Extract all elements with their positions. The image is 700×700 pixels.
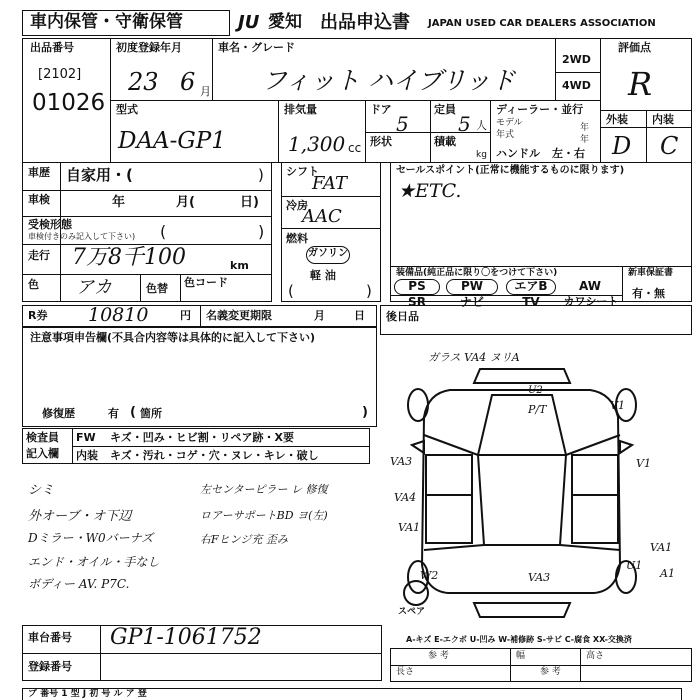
remark-1: シミ	[28, 483, 55, 498]
pref-label: 愛知	[268, 12, 302, 32]
selling-points-value: ★ETC.	[398, 180, 462, 202]
mileage-unit: km	[230, 259, 249, 272]
car-name-label: 車名・グレード	[218, 41, 295, 54]
warranty-label: 新車保証書	[628, 268, 674, 278]
inspector-fw-items: キズ・凹み・ヒビ割・リペア跡・X要	[110, 431, 295, 444]
recycle-label: R券	[28, 309, 48, 322]
repair-place: 箇所	[140, 407, 162, 420]
model-year-unit: 年	[580, 123, 590, 133]
diag-label-va4: VA4	[394, 491, 417, 504]
diag-label-u1: U1	[626, 559, 643, 572]
inspector-label-2: 記入欄	[26, 447, 59, 460]
rating-label: 評価点	[618, 41, 651, 54]
dealer-label: ディーラー・並行	[496, 103, 584, 116]
diag-label-v1b: V1	[636, 457, 651, 470]
handle-label: ハンドル	[496, 147, 540, 160]
lot-bracket-number: [2102]	[38, 67, 82, 82]
equip-airbag: エアB	[506, 279, 556, 295]
repair-value: 有	[108, 407, 119, 420]
remark-5: ボディー AV. P7C.	[28, 577, 130, 591]
repair-paren-open: (	[130, 405, 136, 420]
exterior-label: 外装	[606, 113, 628, 126]
post-sale-box	[380, 305, 692, 335]
diag-label-c2: P/T	[528, 403, 547, 416]
form-title: 出品申込書	[320, 12, 410, 33]
acceptance-label: 受検形態	[28, 218, 72, 231]
mileage-label: 走行	[28, 249, 50, 262]
model-year-label: モデル	[496, 118, 523, 128]
notes-header: 注意事項申告欄(不具合内容等は具体的に記入して下さい)	[30, 331, 316, 344]
equip-navi: ナビ	[459, 295, 484, 309]
lot-label: 出品番号	[30, 41, 74, 54]
drive-2wd: 2WD	[562, 53, 591, 66]
name-change-label: 名義変更期限	[206, 309, 272, 322]
lot-number: 01026	[32, 90, 106, 116]
damage-legend: A-キズ E-エクボ U-凹み W-補修跡 S-サビ C-腐食 XX-交換済	[406, 635, 632, 644]
displacement-label: 排気量	[284, 103, 317, 116]
aircon-value: AAC	[302, 206, 342, 227]
diag-label-a1: A1	[660, 567, 675, 580]
year-unit: 年	[580, 135, 590, 145]
remark-right-1: 左センターピラー レ 修復	[200, 483, 328, 496]
storage-label: 車内保管・守衛保管	[30, 12, 183, 32]
chassis-number: GP1-1061752	[110, 625, 262, 650]
interior-grade: C	[660, 132, 679, 160]
car-name-value: フィット ハイブリッド	[262, 66, 516, 95]
color-code-label: 色コード	[184, 276, 228, 289]
fuel-paren-open: (	[288, 282, 294, 300]
fuel-diesel: 軽 油	[310, 269, 336, 282]
displacement-unit: cc	[348, 141, 362, 155]
diag-label-v1a: V1	[610, 399, 625, 412]
displacement-value: 1,300	[288, 132, 346, 156]
usage-label: 車歴	[28, 166, 50, 179]
inspector-label-1: 検査員	[26, 431, 59, 444]
fuel-gasoline-circled: ガソリン	[306, 246, 350, 264]
registration-month: 6	[180, 68, 196, 96]
color-value: アカ	[76, 277, 112, 298]
dim-head-2: 参 考	[540, 667, 561, 677]
registration-year: 23	[128, 68, 159, 96]
equip-leather-seat: カワシート	[563, 295, 619, 308]
interior-label: 内装	[652, 113, 674, 126]
capacity-label: 定員	[434, 103, 456, 116]
warranty-value: 有・無	[632, 287, 665, 300]
diag-label-top: ガラス VA4 ヌリA	[428, 351, 520, 364]
equip-ps: PS	[394, 279, 440, 295]
remark-right-3: 右Fヒンジ充 歪み	[200, 533, 288, 546]
shift-label: シフト	[286, 165, 319, 178]
color-change-label: 色替	[146, 282, 168, 295]
registration-label: 初度登録年月	[116, 41, 182, 54]
inspection-label: 車検	[28, 193, 50, 206]
recycle-value: 10810	[88, 304, 149, 326]
diag-label-va1: VA1	[398, 521, 421, 534]
usage-value: 自家用・(	[66, 166, 133, 184]
post-sale-label: 後日品	[386, 310, 419, 323]
fuel-paren-close: )	[366, 282, 372, 300]
dim-length: 長さ	[396, 667, 415, 677]
dim-head-1: 参 考	[428, 651, 449, 661]
usage-close: )	[258, 166, 264, 184]
handle-options: 左・右	[552, 147, 585, 160]
diag-label-va1b: VA1	[650, 541, 673, 554]
org-name-en: JAPAN USED CAR DEALERS ASSOCIATION	[428, 18, 656, 29]
doors-label: ドア	[370, 103, 392, 116]
model-label: 型式	[116, 103, 138, 116]
acceptance-paren-close: )	[258, 222, 265, 241]
registration-month-unit: 月	[200, 85, 211, 98]
weight-unit: kg	[476, 150, 487, 160]
equip-sr: SR	[408, 295, 426, 309]
acceptance-note: 車検付きのみ記入して下さい)	[28, 232, 136, 241]
model-value: DAA-GP1	[118, 128, 226, 154]
year-label: 年式	[496, 130, 515, 140]
rating-value: R	[628, 65, 653, 103]
name-change-month: 月	[314, 309, 325, 322]
inspector-interior: 内装	[76, 449, 98, 462]
inspector-fw: FW	[76, 431, 96, 444]
equip-pw: PW	[446, 279, 498, 295]
equipment-label: 装備品(純正品に限り〇をつけて下さい)	[396, 268, 558, 278]
aircon-label: 冷房	[286, 199, 308, 212]
diag-label-c1: U2	[528, 385, 543, 396]
name-change-day: 日	[354, 309, 365, 322]
repair-paren-close: )	[362, 405, 368, 420]
ju-logo: JU	[238, 12, 260, 33]
remark-right-2: ロアーサポートBD ヨ(左)	[200, 509, 328, 522]
equip-tv: TV	[522, 295, 540, 309]
exterior-grade: D	[612, 132, 632, 160]
repair-label: 修復歴	[42, 407, 75, 420]
diag-label-spare: スペア	[398, 607, 426, 617]
dim-width: 幅	[516, 651, 526, 661]
equip-aw: AW	[579, 279, 601, 293]
remark-3: Dミラー・W0バーナズ	[28, 531, 154, 545]
chassis-label: 車台番号	[28, 631, 72, 644]
color-label: 色	[28, 278, 39, 291]
capacity-value: 5	[458, 112, 471, 136]
inspector-interior-items: キズ・汚れ・コゲ・穴・ヌレ・キレ・破し	[110, 449, 319, 462]
diag-label-w2: W2	[420, 569, 439, 582]
inspection-month: 月(	[176, 195, 195, 210]
inspection-day: 日)	[240, 195, 259, 210]
capacity-unit: 人	[476, 119, 487, 132]
remark-2: 外オーブ・オ下辺	[28, 509, 132, 524]
mileage-value: 7万8千100	[72, 245, 186, 270]
shift-value: FAT	[312, 173, 347, 194]
diag-label-va3: VA3	[390, 455, 413, 468]
selling-points-label: セールスポイント(正常に機能するものに限ります)	[396, 165, 625, 176]
dim-height: 高さ	[586, 651, 605, 661]
recycle-unit: 円	[180, 309, 191, 322]
bottom-strip-text: プ 番号 1 型 J 初 号 ル ア 登	[28, 689, 147, 699]
shape-label: 形状	[370, 135, 392, 148]
fuel-label: 燃料	[286, 232, 308, 245]
doors-value: 5	[396, 112, 409, 136]
acceptance-paren-open: (	[160, 222, 167, 241]
drive-4wd: 4WD	[562, 79, 591, 92]
reg-number-label: 登録番号	[28, 660, 72, 673]
inspection-year: 年	[112, 195, 126, 210]
weight-label: 積載	[434, 135, 456, 148]
remark-4: エンド・オイル・手なし	[28, 555, 160, 569]
diag-label-va3b: VA3	[528, 571, 551, 584]
